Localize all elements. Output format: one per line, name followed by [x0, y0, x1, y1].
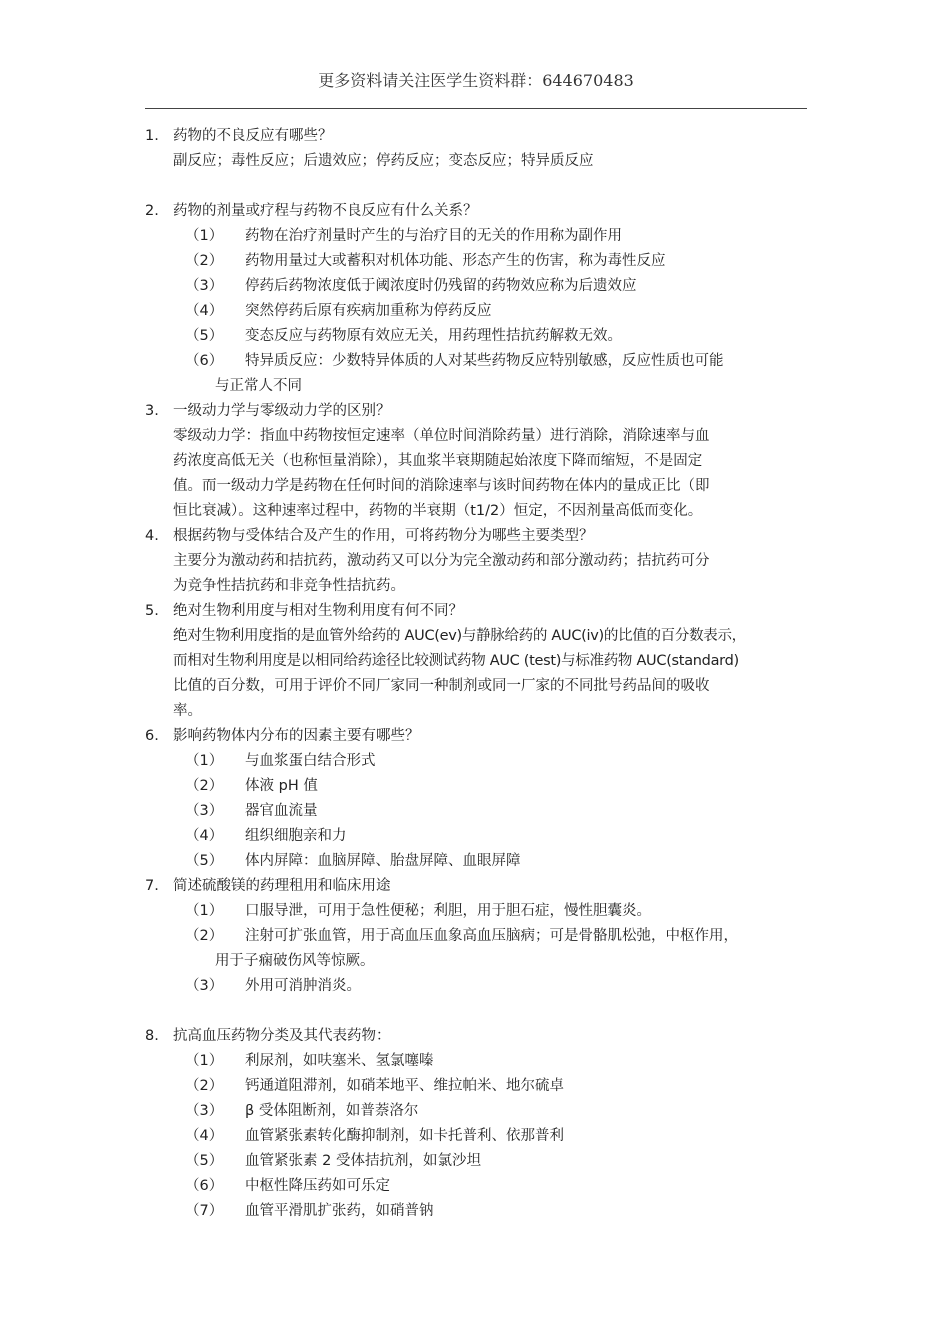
list-item: （4） 组织细胞亲和力	[185, 828, 347, 844]
question-text: 药物的剂量或疗程与药物不良反应有什么关系？	[173, 203, 478, 219]
question-text: 绝对生物利用度与相对生物利用度有何不同？	[173, 603, 463, 619]
list-item: （1） 与血浆蛋白结合形式	[185, 753, 376, 769]
list-item: （3） 器官血流量	[185, 803, 318, 819]
question-4	[145, 524, 817, 549]
header-rule	[145, 108, 807, 109]
question-3	[145, 399, 817, 424]
list-item-continuation: 与正常人不同	[215, 378, 302, 394]
answer-line: 主要分为激动药和拮抗药，激动药又可以分为完全激动药和部分激动药；拮抗药可分	[173, 553, 710, 569]
question-number: 6.	[145, 728, 159, 744]
answer-line: 率。	[173, 703, 202, 719]
list-item: （2） 药物用量过大或蓄积对机体功能、形态产生的伤害，称为毒性反应	[185, 253, 666, 269]
list-item: （5） 体内屏障：血脑屏障、胎盘屏障、血眼屏障	[185, 853, 521, 869]
question-6	[145, 724, 817, 749]
answer-line: 恒比衰减）。这种速率过程中，药物的半衰期（t1/2）恒定，不因剂量高低而变化。	[173, 503, 703, 519]
list-item: （7） 血管平滑肌扩张药，如硝普钠	[185, 1203, 434, 1219]
document-body	[145, 124, 817, 1224]
answer-1: 副反应；毒性反应；后遗效应；停药反应；变态反应；特异质反应	[173, 153, 594, 169]
answer-line: 零级动力学：指血中药物按恒定速率（单位时间消除药量）进行消除，消除速率与血	[173, 428, 710, 444]
question-text: 影响药物体内分布的因素主要有哪些？	[173, 728, 420, 744]
answer-line: 为竞争性拮抗药和非竞争性拮抗药。	[173, 578, 405, 594]
question-2	[145, 199, 817, 224]
list-item: （2） 注射可扩张血管，用于高血压血象高血压脑病；可是骨骼肌松弛，中枢作用，	[185, 928, 738, 944]
question-number: 4.	[145, 528, 159, 544]
list-item: （2） 钙通道阻滞剂，如硝苯地平、维拉帕米、地尔硫卓	[185, 1078, 564, 1094]
list-item: （4） 血管紧张素转化酶抑制剂，如卡托普利、依那普利	[185, 1128, 564, 1144]
list-item: （3） 外用可消肿消炎。	[185, 978, 361, 994]
list-item: （1） 口服导泄，可用于急性便秘；利胆，用于胆石症，慢性胆囊炎。	[185, 903, 651, 919]
question-number: 1.	[145, 128, 159, 144]
list-item-continuation: 用于子痫破伤风等惊厥。	[215, 953, 375, 969]
question-number: 5.	[145, 603, 159, 619]
answer-line: 值。而一级动力学是药物在任何时间的消除速率与该时间药物在体内的量成正比（即	[173, 478, 710, 494]
question-text: 药物的不良反应有哪些？	[173, 128, 333, 144]
list-item: （5） 变态反应与药物原有效应无关，用药理性拮抗药解救无效。	[185, 328, 622, 344]
question-number: 3.	[145, 403, 159, 419]
list-item: （6） 中枢性降压药如可乐定	[185, 1178, 390, 1194]
question-1	[145, 124, 817, 149]
question-text: 一级动力学与零级动力学的区别？	[173, 403, 391, 419]
question-text: 抗高血压药物分类及其代表药物：	[173, 1028, 391, 1044]
question-number: 7.	[145, 878, 159, 894]
list-item: （5） 血管紧张素 2 受体拮抗剂，如氯沙坦	[185, 1153, 481, 1169]
list-item: （3） β 受体阻断剂，如普萘洛尔	[185, 1103, 419, 1119]
question-text: 简述硫酸镁的药理租用和临床用途	[173, 878, 391, 894]
answer-line: 药浓度高低无关（也称恒量消除），其血浆半衰期随起始浓度下降而缩短，不是固定	[173, 453, 703, 469]
list-item: （1） 利尿剂，如呋塞米、氢氯噻嗪	[185, 1053, 434, 1069]
answer-line: 绝对生物利用度指的是血管外给药的 AUC(ev)与静脉给药的 AUC(iv)的比值的百分数表示，	[173, 628, 746, 644]
list-item: （6） 特异质反应：少数特异体质的人对某些药物反应特别敏感，反应性质也可能	[185, 353, 724, 369]
question-number: 8.	[145, 1028, 159, 1044]
answer-line: 而相对生物利用度是以相同给药途径比较测试药物 AUC (test)与标准药物 AUC(standard)	[173, 653, 739, 669]
list-item: （1） 药物在治疗剂量时产生的与治疗目的无关的作用称为副作用	[185, 228, 622, 244]
question-8	[145, 1024, 817, 1049]
question-text: 根据药物与受体结合及产生的作用，可将药物分为哪些主要类型？	[173, 528, 594, 544]
answer-line: 比值的百分数，可用于评价不同厂家同一种制剂或同一厂家的不同批号药品间的吸收	[173, 678, 710, 694]
list-item: （3） 停药后药物浓度低于阈浓度时仍残留的药物效应称为后遗效应	[185, 278, 637, 294]
question-5	[145, 599, 817, 624]
question-number: 2.	[145, 203, 159, 219]
page-header: 更多资料请关注医学生资料群：644670483	[318, 71, 634, 90]
list-item: （4） 突然停药后原有疾病加重称为停药反应	[185, 303, 492, 319]
list-item: （2） 体液 pH 值	[185, 778, 318, 794]
question-7	[145, 874, 817, 899]
